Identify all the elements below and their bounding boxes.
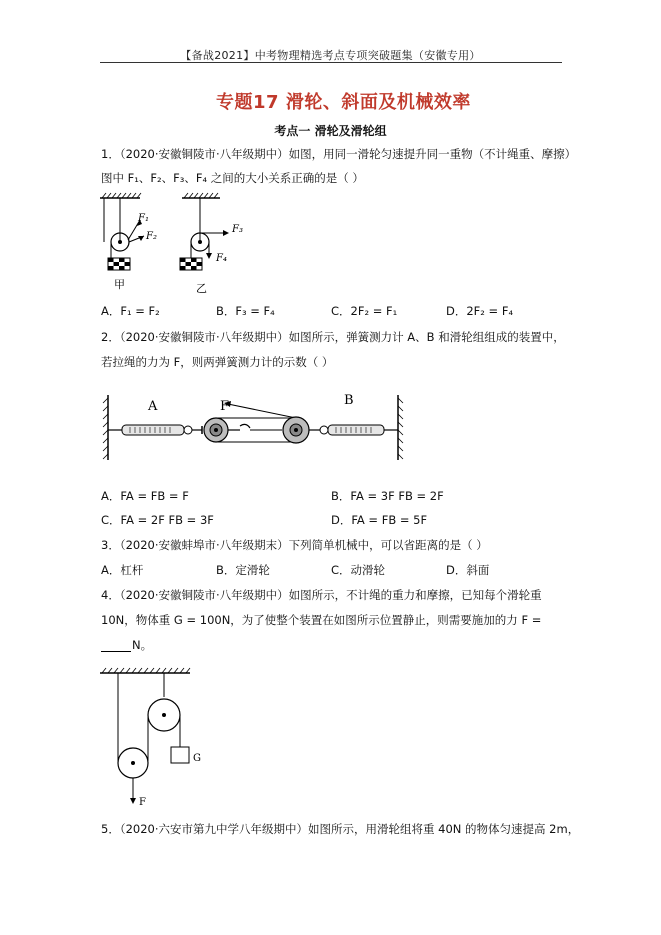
- q2-text-line1: 2．（2020·安徽铜陵市·八年级期中）如图所示，弹簧测力计 A、B 和滑轮组组成的装置中，: [101, 330, 565, 344]
- q4-label-g: G: [193, 753, 201, 764]
- q2-label-b: B: [344, 393, 354, 408]
- q3-option-d[interactable]: D．斜面: [446, 563, 490, 577]
- q2-label-f: F: [220, 399, 230, 414]
- q4-text-line2: 10N，物体重 G = 100N，为了使整个装置在如图所示位置静止，则需要施加的力 F =: [101, 613, 542, 627]
- q4-figure: [96, 667, 226, 812]
- q1-fig-jia: [100, 193, 157, 291]
- q3-option-c[interactable]: C．动滑轮: [331, 563, 386, 577]
- q4-label-f: F: [139, 797, 146, 808]
- q2-option-b[interactable]: B．FA = 3F FB = 2F: [331, 489, 444, 503]
- q1-option-a[interactable]: A．F₁ = F₂: [101, 304, 160, 318]
- q1-option-c[interactable]: C．2F₂ = F₁: [331, 304, 398, 318]
- q2-option-d[interactable]: D．FA = FB = 5F: [331, 513, 428, 527]
- q4-answer-blank[interactable]: [101, 651, 131, 652]
- q3-text-line1: 3．（2020·安徽蚌埠市·八年级期末）下列简单机械中，可以省距离的是（ ）: [101, 538, 488, 552]
- q1-label-jia: 甲: [114, 278, 125, 291]
- q1-label-f1: F₁: [138, 213, 149, 224]
- q3-option-b[interactable]: B．定滑轮: [216, 563, 270, 577]
- q2-label-a: A: [148, 399, 158, 414]
- header-rule: [100, 62, 562, 63]
- q1-text-line1: 1．（2020·安徽铜陵市·八年级期中）如图，用同一滑轮匀速提升同一重物（不计绳重、摩擦）: [101, 147, 577, 161]
- q1-option-b[interactable]: B．F₃ = F₄: [216, 304, 275, 318]
- q4-text-line1: 4．（2020·安徽铜陵市·八年级期中）如图所示，不计绳的重力和摩擦，已知每个滑轮重: [101, 588, 542, 602]
- q1-option-d[interactable]: D．2F₂ = F₄: [446, 304, 514, 318]
- q4-text-line3: N。: [132, 638, 153, 652]
- q1-text-line2: 图中 F₁、F₂、F₃、F₄ 之间的大小关系正确的是（ ）: [101, 171, 364, 185]
- section-subtitle: 考点一 滑轮及滑轮组: [274, 124, 387, 138]
- page-title: 专题17 滑轮、斜面及机械效率: [216, 92, 471, 113]
- q2-text-line2: 若拉绳的力为 F，则两弹簧测力计的示数（ ）: [101, 355, 334, 369]
- page-header: 【备战2021】中考物理精选考点专项突破题集（安徽专用）: [180, 49, 481, 62]
- q3-option-a[interactable]: A．杠杆: [101, 563, 144, 577]
- q1-fig-yi: [180, 193, 243, 295]
- q2-option-a[interactable]: A．FA = FB = F: [101, 489, 189, 503]
- q1-label-yi: 乙: [196, 282, 207, 295]
- q1-label-f4: F₄: [216, 253, 227, 264]
- q5-text-line1: 5．（2020·六安市第九中学八年级期中）如图所示，用滑轮组将重 40N 的物体匀速提高 2m，: [101, 822, 580, 836]
- q2-option-c[interactable]: C．FA = 2F FB = 3F: [101, 513, 214, 527]
- q2-figure: [100, 390, 410, 465]
- q1-figure: [96, 192, 266, 302]
- q1-label-f3: F₃: [232, 224, 243, 235]
- q1-label-f2: F₂: [146, 231, 157, 242]
